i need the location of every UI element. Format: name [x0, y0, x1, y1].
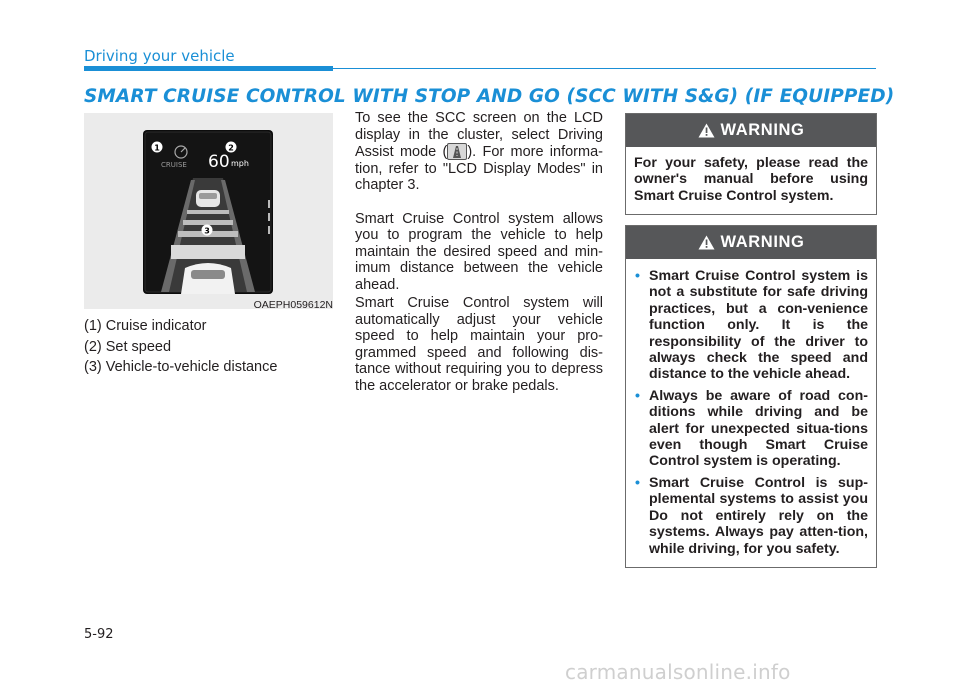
page-number: 5-92	[84, 627, 114, 642]
bullet-icon: •	[635, 268, 640, 284]
header-rule-thick	[84, 66, 333, 71]
bullet-icon: •	[635, 474, 640, 491]
callout-2: 2	[228, 143, 234, 153]
warning-triangle-icon	[698, 123, 715, 138]
warning-item-text: Smart Cruise Control system is not a substitute for safe driving practices, but a con-venience function only. It is the responsibility of the driver to always check the speed and distance to the vehicle ahead.	[649, 268, 868, 383]
figure-code: OAEPH059612N	[253, 299, 333, 311]
ego-vehicle-icon	[181, 263, 235, 294]
page-heading: SMART CRUISE CONTROL WITH STOP AND GO (SCC WITH S&G) (IF EQUIPPED)	[84, 86, 895, 107]
distance-bar-1	[187, 210, 229, 214]
set-speed-value: 60	[208, 152, 230, 172]
warning-item-text: Smart Cruise Control is sup-plemental systems to assist you Do not entirely rely on the systems. Always pay atten-tion, while driving, for you safety.	[649, 474, 868, 557]
speed-unit: mph	[231, 159, 249, 168]
header-rule-thin	[333, 68, 876, 69]
warning-header-2	[626, 226, 876, 259]
warning-item	[634, 388, 868, 470]
distance-bar-4	[171, 245, 245, 259]
body-paragraph-3: Smart Cruise Control system will automatically adjust your vehicle speed to help maintain your pro-grammed speed and following dis-tance without requiring you to depress the accelerator or brake pedals.	[355, 295, 603, 394]
body-paragraph-1	[355, 110, 603, 194]
warning-text-1: For your safety, please read the owner's manual before using Smart Cruise Control system.	[634, 155, 868, 204]
body-text-column	[355, 110, 603, 411]
caption-set-speed: (2) Set speed	[84, 338, 172, 355]
caption-vehicle-distance: (3) Vehicle-to-vehicle distance	[84, 359, 278, 375]
warning-header-1	[626, 114, 876, 147]
warning-title-2: WARNING	[720, 233, 805, 251]
distance-bar-2	[183, 220, 233, 225]
body-paragraph-1-end: ). For more informa-tion, refer to "LCD Display Modes" in chapter 3.	[355, 144, 603, 193]
driving-assist-mode-icon	[447, 143, 467, 160]
bullet-icon: •	[635, 387, 640, 404]
callout-1: 1	[154, 143, 160, 153]
figure-captions	[84, 316, 277, 378]
body-paragraph-2: Smart Cruise Control system allows you to program the vehicle to help maintain the desired speed and min-imum distance between the vehicle ahead.	[355, 210, 603, 293]
body-paragraph-1-start: To see the SCC screen on the LCD display in the cluster, select Driving Assist mode (	[355, 110, 603, 160]
warning-item	[634, 475, 868, 557]
section-title: Driving your vehicle	[84, 47, 235, 65]
warning-item	[634, 268, 868, 383]
warning-triangle-icon	[698, 235, 715, 250]
warning-title-1: WARNING	[720, 121, 805, 139]
distance-level-indicator	[268, 200, 270, 234]
lead-vehicle-icon	[196, 190, 220, 207]
cruise-text: CRUISE	[161, 161, 187, 169]
watermark: carmanualsonline.info	[565, 660, 791, 684]
caption-cruise-indicator: (1) Cruise indicator	[84, 318, 207, 334]
cluster-display-illustration	[143, 130, 273, 294]
warning-item-text: Always be aware of road con-ditions while driving and be alert for unexpected situa-tions even though Smart Cruise Control system is operating.	[649, 387, 868, 470]
callout-3: 3	[204, 226, 210, 236]
warning-box-2	[625, 225, 877, 568]
warning-body-2	[626, 259, 876, 567]
warning-box-1	[625, 113, 877, 215]
